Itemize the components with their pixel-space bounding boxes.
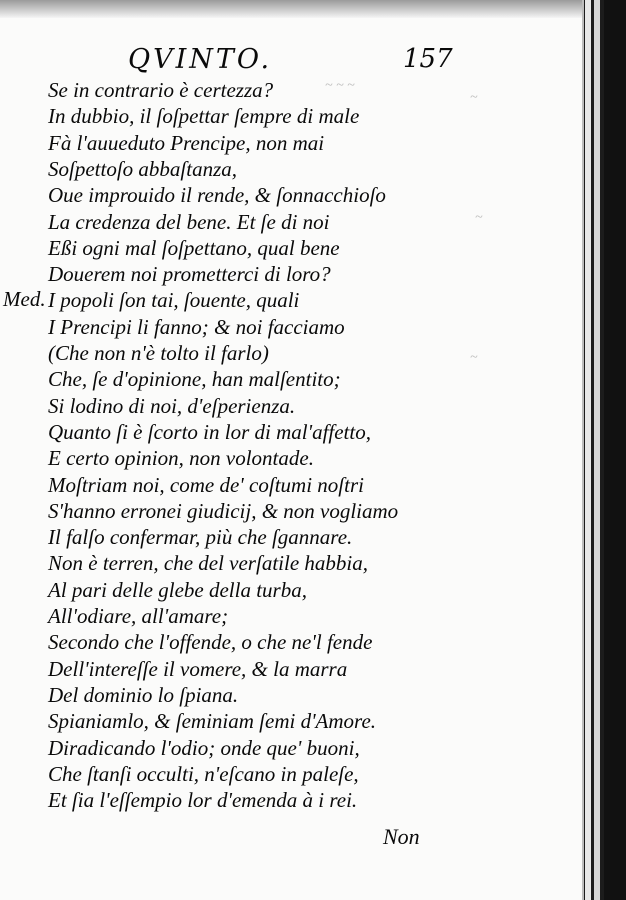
verse-line: Douerem noi prometterci di loro? bbox=[48, 262, 331, 287]
verse-line: E certo opinion, non volontade. bbox=[48, 446, 314, 471]
verse-line: Dell'intereſſe il vomere, & la marra bbox=[48, 656, 348, 681]
verse-line: La credenza del bene. Et ſe di noi bbox=[48, 209, 330, 234]
page-edge bbox=[594, 0, 600, 900]
verse-line: Secondo che l'offende, o che ne'l fende bbox=[48, 630, 373, 655]
speaker-label: Med. bbox=[3, 287, 46, 311]
page-top-shadow bbox=[0, 0, 582, 18]
verse-line: Quanto ſi è ſcorto in lor di mal'affetto, bbox=[48, 419, 371, 444]
verse-line: In dubbio, il ſoſpettar ſempre di male bbox=[48, 104, 360, 129]
verse-line: Il falſo confermar, più che ſgannare. bbox=[48, 525, 353, 550]
verse-line: Che ſtanſi occulti, n'eſcano in paleſe, bbox=[48, 761, 359, 786]
show-through-mark: ~ bbox=[470, 350, 478, 365]
verse-line: Del dominio lo ſpiana. bbox=[48, 682, 239, 707]
verse-line: Oue improuido il rende, & ſonnacchioſo bbox=[48, 183, 386, 208]
verse-line: Spianiamlo, & ſeminiam ſemi d'Amore. bbox=[48, 709, 377, 734]
verse-line: Non è terren, che del verſatile habbia, bbox=[48, 551, 368, 576]
verse-line: Eßi ogni mal ſoſpettano, qual bene bbox=[48, 235, 340, 260]
verse-line: I popoli ſon tai, ſouente, quali bbox=[48, 288, 300, 313]
show-through-mark: ~ bbox=[475, 210, 483, 225]
verse-line: Che, ſe d'opinione, han malſentito; bbox=[48, 367, 341, 392]
verse-line: (Che non n'è tolto il farlo) bbox=[48, 341, 269, 365]
verse-line: All'odiare, all'amare; bbox=[48, 604, 229, 628]
catchword: Non bbox=[383, 824, 420, 849]
verse-line: Fà l'auueduto Prencipe, non mai bbox=[48, 130, 325, 155]
verse-line: Se in contrario è certezza? bbox=[48, 78, 274, 102]
verse-line: Moſtriam noi, come de' coſtumi noſtri bbox=[48, 472, 364, 497]
verse-line: Si lodino di noi, d'eſperienza. bbox=[48, 393, 296, 418]
verse-line: I Prencipi li fanno; & noi facciamo bbox=[48, 314, 345, 339]
verse-line: Et ſia l'eſſempio lor d'emenda à i rei. bbox=[48, 788, 358, 813]
show-through-mark: ~ ~ ~ bbox=[325, 78, 355, 93]
verse-line: Soſpettoſo abbaſtanza, bbox=[48, 156, 237, 181]
verse-line: S'hanno erronei giudicij, & non vogliamo bbox=[48, 498, 399, 523]
verse-line: Diradicando l'odio; onde que' buoni, bbox=[48, 735, 360, 760]
running-title: QVINTO. bbox=[128, 44, 273, 75]
verse-line: Al pari delle glebe della turba, bbox=[48, 577, 307, 602]
show-through-mark: ~ bbox=[470, 90, 478, 105]
page-edge bbox=[585, 0, 591, 900]
page-number: 157 bbox=[403, 44, 453, 74]
binding-shadow bbox=[604, 0, 626, 900]
